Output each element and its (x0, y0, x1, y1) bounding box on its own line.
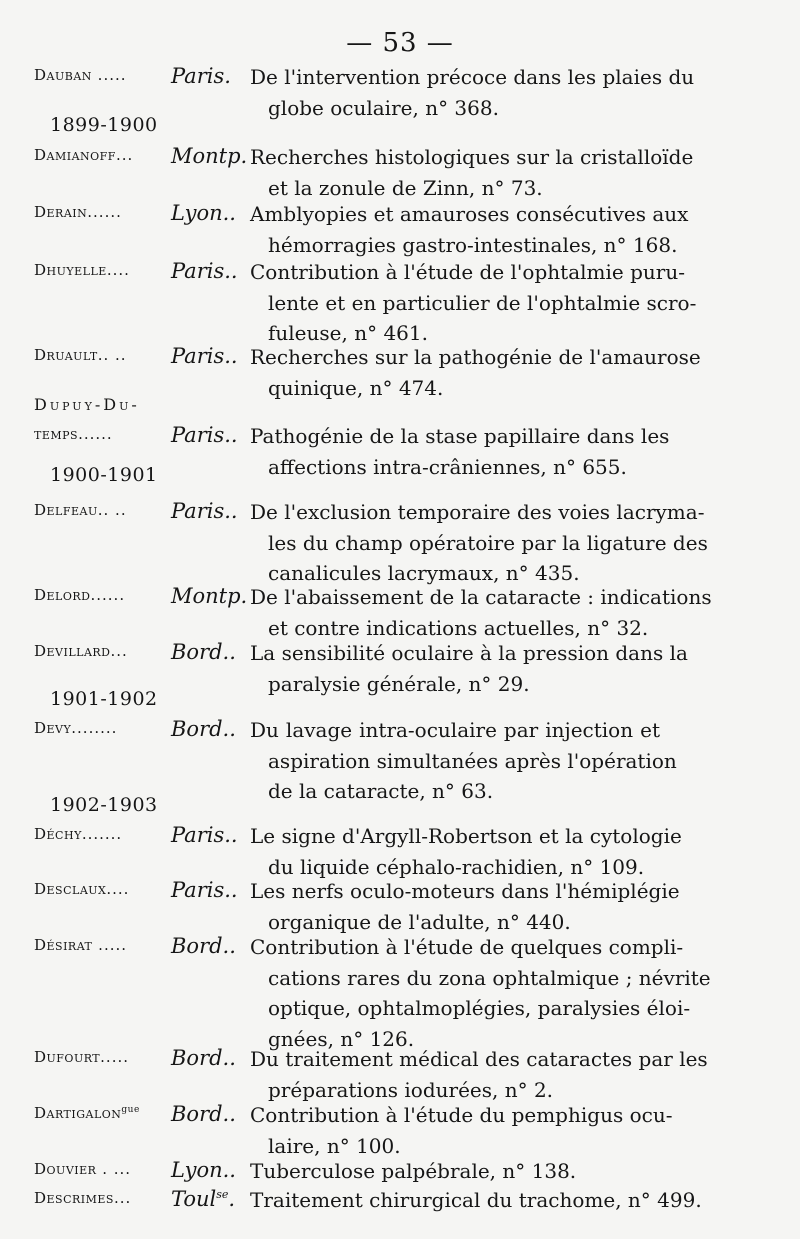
city: Paris.. (171, 423, 238, 447)
city: Paris.. (171, 499, 238, 523)
city: Paris.. (171, 823, 238, 847)
year-heading: 1901-1902 (50, 688, 158, 710)
thesis-title: Contribution à l'étude de l'ophtalmie puru- lente et en particulier de l'ophtalmie scro- fuleuse, n° 461. (250, 260, 697, 345)
thesis-title: Amblyopies et amauroses consécutives aux hémorragies gastro-intestinales, n° 168. (250, 202, 689, 257)
author-name-line1: Dupuy-Du- (34, 395, 140, 414)
thesis-title: De l'exclusion temporaire des voies lacryma- les du champ opératoire par la ligature des canalicules lacrymaux, n° 435. (250, 500, 708, 585)
city: Bord.. (171, 934, 236, 958)
city: Montp. (171, 144, 248, 168)
author-name: Dufourt..... (34, 1048, 129, 1066)
author-name: Déchy....... (34, 825, 123, 843)
city: Bord.. (171, 1102, 236, 1126)
thesis-title: Tuberculose palpébrale, n° 138. (250, 1159, 577, 1183)
author-name: Douvier . ... (34, 1160, 132, 1178)
thesis-title: Du traitement médical des cataractes par les préparations iodurées, n° 2. (250, 1047, 708, 1102)
author-name: Desclaux.... (34, 880, 130, 898)
author-name: Damianoff... (34, 146, 134, 164)
thesis-title: Pathogénie de la stase papillaire dans les affections intra-crâniennes, n° 655. (250, 424, 670, 479)
author-name: Dartigalon$^{gue}$ (34, 1104, 140, 1122)
author-name: Désirat ..... (34, 936, 128, 954)
thesis-title: De l'intervention précoce dans les plaies du globe oculaire, n° 368. (250, 65, 695, 120)
city: Lyon.. (171, 1158, 236, 1182)
city: Paris.. (171, 878, 238, 902)
city: Paris.. (171, 259, 238, 283)
page-number: — 53 — (346, 28, 454, 58)
thesis-title: De l'abaissement de la cataracte : indications et contre indications actuelles, n° 32. (250, 585, 712, 640)
thesis-title: Contribution à l'étude du pemphigus ocu- laire, n° 100. (250, 1103, 673, 1158)
thesis-title: La sensibilité oculaire à la pression dans la paralysie générale, n° 29. (250, 641, 688, 696)
city: Bord.. (171, 717, 236, 741)
thesis-title: Traitement chirurgical du trachome, n° 499. (250, 1188, 702, 1212)
author-name: Delord...... (34, 586, 126, 604)
author-name: Derain...... (34, 203, 122, 221)
thesis-title: Les nerfs oculo-moteurs dans l'hémiplégie organique de l'adulte, n° 440. (250, 879, 680, 934)
city: Bord.. (171, 640, 236, 664)
city: Paris.. (171, 344, 238, 368)
author-name: Delfeau.. .. (34, 501, 127, 519)
city: Paris. (171, 64, 231, 88)
author-name: temps...... (34, 425, 113, 443)
author-name: Dhuyelle.... (34, 261, 130, 279)
city: Montp. (171, 584, 248, 608)
author-name: Devy........ (34, 719, 118, 737)
thesis-title: Le signe d'Argyll-Robertson et la cytologie du liquide céphalo-rachidien, n° 109. (250, 824, 682, 879)
author-name: Devillard... (34, 642, 128, 660)
author-name: Druault.. .. (34, 346, 127, 364)
city: Toul$^{se}$. (171, 1187, 236, 1211)
thesis-title: Contribution à l'étude de quelques compli- cations rares du zona ophtalmique ; névrite optique, ophtalmoplégies, paralysies éloi- gnées, n° 126. (250, 935, 711, 1051)
city: Lyon.. (171, 201, 236, 225)
author-name: Descrimes... (34, 1189, 132, 1207)
year-heading: 1902-1903 (50, 794, 158, 816)
author-name: Dauban ..... (34, 66, 127, 84)
city: Bord.. (171, 1046, 236, 1070)
thesis-title: Du lavage intra-oculaire par injection et aspiration simultanées après l'opération de la cataracte, n° 63. (250, 718, 677, 803)
thesis-title: Recherches histologiques sur la cristalloïde et la zonule de Zinn, n° 73. (250, 145, 694, 200)
year-heading: 1899-1900 (50, 114, 158, 136)
thesis-title: Recherches sur la pathogénie de l'amaurose quinique, n° 474. (250, 345, 701, 400)
year-heading: 1900-1901 (50, 464, 158, 486)
